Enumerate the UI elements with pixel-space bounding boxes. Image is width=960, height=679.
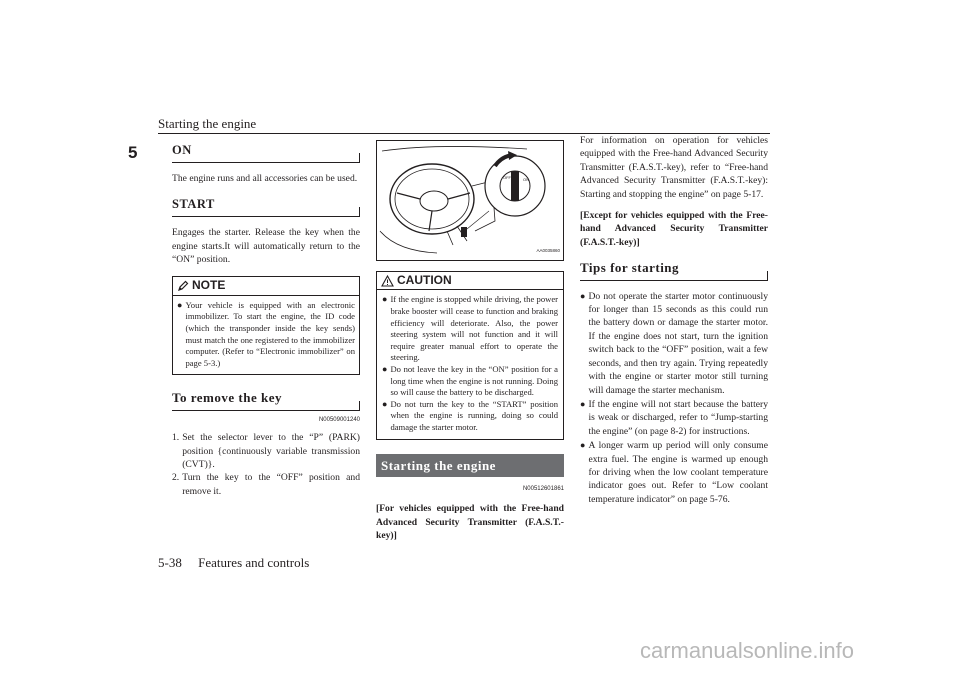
caution-item bbox=[382, 399, 558, 434]
tip-text: Do not operate the starter motor continuously for longer than 15 seconds as this could run the battery down or damage the starter motor. If the engine does not start, turn the ignition switch back to the “OFF” position, wait a few seconds, and then try again. Trying repeatedly with the engine or starter motor still turning will damage the starter mechanism. bbox=[588, 290, 768, 396]
caution-text: Do not leave the key in the “ON” position for a long time when the engine is not running. Doing so will cause the battery to be discharged. bbox=[390, 363, 558, 398]
column-2 bbox=[376, 140, 564, 551]
page-footer bbox=[158, 555, 309, 571]
caution-text: If the engine is stopped while driving, the power brake booster will cease to function and braking efficiency will deteriorate. Also, the power steering system will not function and it will require greater manual effort to operate the steering. bbox=[390, 294, 558, 363]
chapter-number: 5 bbox=[128, 143, 148, 173]
bullet-icon: ● bbox=[177, 299, 183, 310]
pencil-icon bbox=[177, 280, 189, 292]
svg-text:OFF: OFF bbox=[503, 175, 511, 180]
tip-item bbox=[580, 439, 768, 506]
bullet-icon: ● bbox=[580, 290, 586, 301]
caution-title bbox=[377, 272, 563, 290]
note-title bbox=[173, 277, 359, 295]
warning-triangle-icon bbox=[381, 275, 394, 287]
bullet-icon: ● bbox=[580, 398, 586, 409]
caution-label: CAUTION bbox=[397, 273, 452, 287]
fahast-heading: [For vehicles equipped with the Free-hand Advanced Security Transmitter (F.A.S.T.-key)] bbox=[376, 503, 564, 542]
svg-text:ON: ON bbox=[523, 177, 529, 182]
caution-box bbox=[376, 271, 564, 440]
remove-steps bbox=[172, 431, 360, 498]
heading-starting-engine: Starting the engine bbox=[376, 454, 564, 477]
list-item bbox=[172, 431, 360, 471]
tip-text: A longer warm up period will only consume extra fuel. The engine is warmed up enough for driving when the low coolant temperature indicator goes out. Refer to “Low coolant temperature indicator” on page 5-76. bbox=[588, 440, 768, 505]
heading-tips: Tips for starting bbox=[580, 257, 768, 280]
page-number: 5-38 bbox=[158, 555, 182, 570]
steering-wheel-ignition-illustration bbox=[377, 141, 563, 260]
watermark: carmanualsonline.info bbox=[640, 638, 855, 663]
bullet-icon: ● bbox=[382, 398, 388, 409]
list-item bbox=[172, 471, 360, 498]
start-text: Engages the starter. Release the key when the engine starts.It will automatically return to the “ON” position. bbox=[172, 227, 360, 266]
column-3 bbox=[580, 134, 768, 507]
step-text: Turn the key to the “OFF” position and remove it. bbox=[182, 472, 360, 497]
caution-item bbox=[382, 294, 558, 364]
section-code: N00512601861 bbox=[522, 485, 564, 492]
note-box bbox=[172, 276, 360, 375]
note-label: NOTE bbox=[192, 278, 226, 293]
bullet-icon: ● bbox=[580, 440, 586, 451]
running-title: Starting the engine bbox=[158, 116, 257, 131]
fahast-intro: For information on operation for vehicles equipped with the Free-hand Advanced Security Transmitter (F.A.S.T.-key), refer to “Free-hand Advanced Security Transmitter (F.A.S.T.-key): Starting and stopping the engine” on page 5-17. bbox=[580, 135, 768, 200]
step-number: 2. bbox=[172, 472, 180, 484]
column-1 bbox=[172, 140, 360, 498]
caution-item bbox=[382, 364, 558, 399]
step-number: 1. bbox=[172, 432, 180, 444]
bullet-icon: ● bbox=[382, 363, 388, 374]
note-text: Your vehicle is equipped with an electronic immobilizer. To start the engine, the ID code (which the transponder inside the key sends) must match the one registered to the immobilizer computer. (Refer to “Electronic immobilizer” on page 5-3.) bbox=[185, 299, 355, 368]
figure-id: AA0035860 bbox=[536, 247, 560, 253]
tip-item bbox=[580, 290, 768, 397]
ignition-figure bbox=[376, 140, 564, 261]
note-item bbox=[177, 300, 355, 370]
heading-on: ON bbox=[172, 140, 360, 163]
heading-start: START bbox=[172, 194, 360, 217]
heading-remove-key: To remove the key bbox=[172, 387, 360, 410]
footer-section: Features and controls bbox=[198, 555, 310, 570]
step-text: Set the selector lever to the “P” (PARK) position {continuously variable transmission (CVT)}. bbox=[182, 432, 360, 471]
tip-text: If the engine will not start because the battery is weak or discharged, refer to “Jump-starting the engine” (on page 8-2) for instructions. bbox=[588, 398, 768, 437]
tip-item bbox=[580, 398, 768, 438]
except-heading: [Except for vehicles equipped with the Free-hand Advanced Security Transmitter (F.A.S.T.-key)] bbox=[580, 210, 768, 248]
caution-text: Do not turn the key to the “START” position when the engine is running, doing so could damage the starter motor. bbox=[390, 398, 558, 432]
section-code: N00509001240 bbox=[318, 416, 360, 423]
bullet-icon: ● bbox=[382, 294, 388, 305]
on-text: The engine runs and all accessories can be used. bbox=[172, 173, 358, 185]
